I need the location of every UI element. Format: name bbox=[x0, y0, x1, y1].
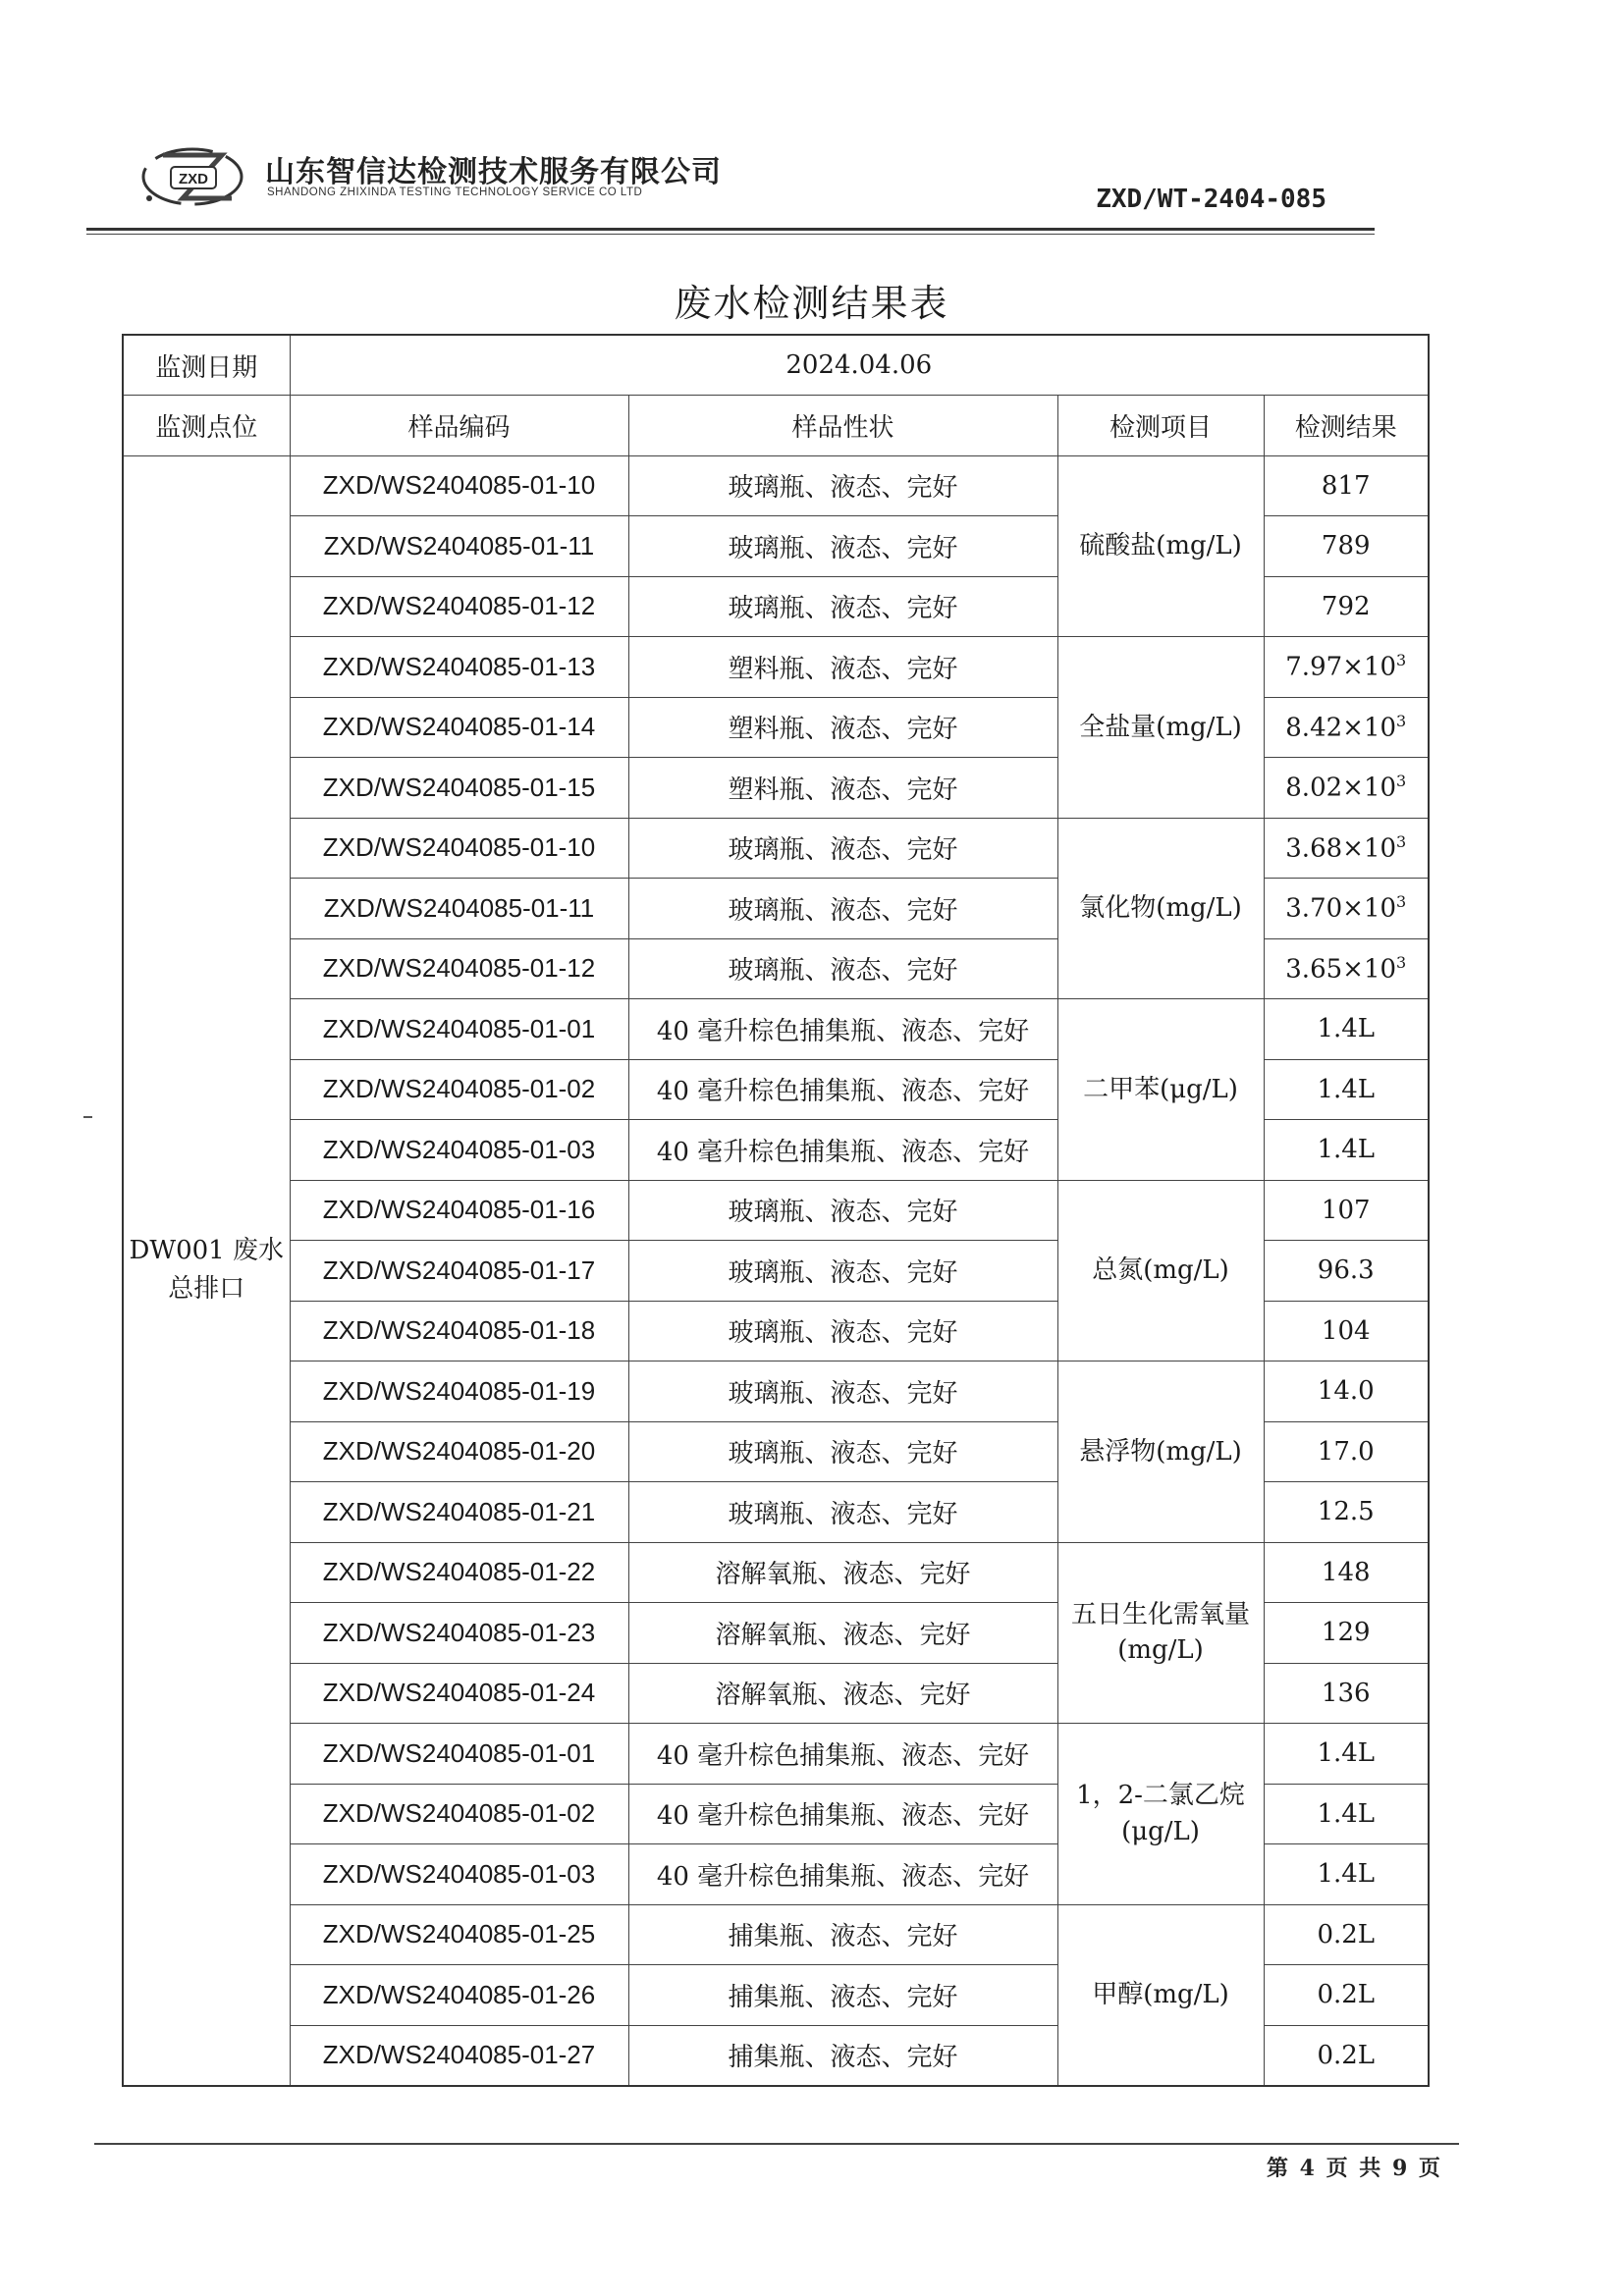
sample-description: 40 毫升棕色捕集瓶、液态、完好 bbox=[628, 1059, 1057, 1120]
test-result bbox=[1264, 1241, 1429, 1302]
table-row bbox=[123, 818, 1429, 879]
result-value: 7.97×10 bbox=[1285, 653, 1397, 683]
column-header: 样品编码 bbox=[290, 396, 628, 456]
sample-code: ZXD/WS2404085-01-03 bbox=[290, 1844, 628, 1905]
test-result bbox=[1264, 1965, 1429, 2026]
result-value: 1.4L bbox=[1317, 1738, 1376, 1769]
sample-description: 溶解氧瓶、液态、完好 bbox=[628, 1663, 1057, 1724]
result-value: 17.0 bbox=[1317, 1436, 1375, 1467]
result-value: 104 bbox=[1321, 1315, 1371, 1346]
sample-code: ZXD/WS2404085-01-24 bbox=[290, 1663, 628, 1724]
sample-code: ZXD/WS2404085-01-01 bbox=[290, 1724, 628, 1785]
test-item-label: 硫酸盐(mg/L) bbox=[1079, 531, 1242, 561]
site-line: 总排口 bbox=[168, 1274, 245, 1304]
result-value: 1.4L bbox=[1317, 1859, 1376, 1890]
result-exponent: 3 bbox=[1396, 772, 1407, 791]
sample-code: ZXD/WS2404085-01-27 bbox=[290, 2025, 628, 2086]
test-item bbox=[1057, 1362, 1264, 1543]
sample-code: ZXD/WS2404085-01-13 bbox=[290, 637, 628, 698]
test-item-label: 二甲苯(μg/L) bbox=[1083, 1074, 1238, 1104]
sample-description: 40 毫升棕色捕集瓶、液态、完好 bbox=[628, 1784, 1057, 1844]
test-item-label: 五日生化需氧量 bbox=[1070, 1599, 1250, 1629]
sample-description: 塑料瓶、液态、完好 bbox=[628, 637, 1057, 698]
result-value: 792 bbox=[1321, 591, 1371, 621]
page-number: 第 4 页 共 9 页 bbox=[1267, 2156, 1442, 2181]
result-value: 12.5 bbox=[1317, 1497, 1375, 1527]
test-result bbox=[1264, 938, 1429, 999]
sample-code: ZXD/WS2404085-01-02 bbox=[290, 1784, 628, 1844]
sample-code: ZXD/WS2404085-01-26 bbox=[290, 1965, 628, 2026]
site-label: 监测点位 bbox=[123, 396, 290, 456]
test-result bbox=[1264, 1603, 1429, 1664]
sample-description: 玻璃瓶、液态、完好 bbox=[628, 1180, 1057, 1241]
test-item bbox=[1057, 637, 1264, 819]
column-header: 检测结果 bbox=[1264, 396, 1429, 456]
sample-code: ZXD/WS2404085-01-23 bbox=[290, 1603, 628, 1664]
monitoring-site bbox=[123, 455, 290, 2086]
sample-description: 玻璃瓶、液态、完好 bbox=[628, 1362, 1057, 1422]
table-row bbox=[123, 455, 1429, 516]
test-result bbox=[1264, 999, 1429, 1060]
sample-code: ZXD/WS2404085-01-02 bbox=[290, 1059, 628, 1120]
test-result bbox=[1264, 1059, 1429, 1120]
result-exponent: 3 bbox=[1396, 831, 1407, 851]
sample-description: 玻璃瓶、液态、完好 bbox=[628, 938, 1057, 999]
test-item bbox=[1057, 1542, 1264, 1724]
sample-description: 40 毫升棕色捕集瓶、液态、完好 bbox=[628, 1120, 1057, 1181]
date-row bbox=[123, 335, 1429, 396]
sample-code: ZXD/WS2404085-01-12 bbox=[290, 938, 628, 999]
sample-code: ZXD/WS2404085-01-12 bbox=[290, 576, 628, 637]
test-result bbox=[1264, 637, 1429, 698]
test-result bbox=[1264, 1482, 1429, 1543]
test-item-label: 1，2-二氯乙烷 bbox=[1076, 1781, 1245, 1811]
result-value: 0.2L bbox=[1317, 1980, 1376, 2010]
margin-mark bbox=[83, 1116, 92, 1118]
table-row bbox=[123, 1724, 1429, 1785]
test-result bbox=[1264, 1724, 1429, 1785]
sample-description: 玻璃瓶、液态、完好 bbox=[628, 818, 1057, 879]
result-value: 3.70×10 bbox=[1285, 894, 1397, 925]
result-value: 1.4L bbox=[1317, 1074, 1376, 1104]
sample-code: ZXD/WS2404085-01-14 bbox=[290, 697, 628, 758]
sample-code: ZXD/WS2404085-01-16 bbox=[290, 1180, 628, 1241]
sample-description: 40 毫升棕色捕集瓶、液态、完好 bbox=[628, 1844, 1057, 1905]
test-result bbox=[1264, 879, 1429, 939]
sample-code: ZXD/WS2404085-01-22 bbox=[290, 1542, 628, 1603]
header-row bbox=[123, 396, 1429, 456]
sample-description: 40 毫升棕色捕集瓶、液态、完好 bbox=[628, 999, 1057, 1060]
test-item bbox=[1057, 818, 1264, 999]
logo-text: ZXD bbox=[179, 171, 208, 187]
result-value: 107 bbox=[1321, 1195, 1371, 1225]
result-exponent: 3 bbox=[1396, 952, 1407, 972]
test-result bbox=[1264, 1301, 1429, 1362]
table-row bbox=[123, 1180, 1429, 1241]
test-result bbox=[1264, 1180, 1429, 1241]
result-value: 789 bbox=[1321, 531, 1371, 561]
sample-description: 溶解氧瓶、液态、完好 bbox=[628, 1603, 1057, 1664]
test-result bbox=[1264, 1663, 1429, 1724]
test-result bbox=[1264, 1362, 1429, 1422]
sample-description: 玻璃瓶、液态、完好 bbox=[628, 516, 1057, 577]
header-rule-thin bbox=[86, 234, 1375, 235]
sample-code: ZXD/WS2404085-01-17 bbox=[290, 1241, 628, 1302]
date-value: 2024.04.06 bbox=[290, 335, 1429, 396]
sample-description: 玻璃瓶、液态、完好 bbox=[628, 455, 1057, 516]
test-result bbox=[1264, 1120, 1429, 1181]
document-title: 废水检测结果表 bbox=[674, 282, 949, 325]
sample-description: 玻璃瓶、液态、完好 bbox=[628, 576, 1057, 637]
page-header bbox=[0, 0, 1623, 255]
results-table bbox=[122, 334, 1430, 2087]
table-row bbox=[123, 1542, 1429, 1603]
test-item bbox=[1057, 1724, 1264, 1905]
result-value: 1.4L bbox=[1317, 1798, 1376, 1829]
sample-code: ZXD/WS2404085-01-11 bbox=[290, 879, 628, 939]
company-name-cn: 山东智信达检测技术服务有限公司 bbox=[265, 155, 722, 189]
test-item bbox=[1057, 455, 1264, 637]
result-value: 0.2L bbox=[1317, 2040, 1376, 2070]
test-item-label: 氯化物(mg/L) bbox=[1079, 893, 1242, 924]
result-value: 817 bbox=[1321, 470, 1371, 501]
test-result bbox=[1264, 1844, 1429, 1905]
sample-code: ZXD/WS2404085-01-19 bbox=[290, 1362, 628, 1422]
sample-description: 捕集瓶、液态、完好 bbox=[628, 2025, 1057, 2086]
sample-code: ZXD/WS2404085-01-10 bbox=[290, 818, 628, 879]
result-value: 1.4L bbox=[1317, 1014, 1376, 1044]
test-result bbox=[1264, 818, 1429, 879]
sample-code: ZXD/WS2404085-01-21 bbox=[290, 1482, 628, 1543]
test-result bbox=[1264, 697, 1429, 758]
result-value: 148 bbox=[1321, 1557, 1371, 1587]
test-item-unit: (mg/L) bbox=[1117, 1635, 1204, 1666]
header-rule bbox=[86, 228, 1375, 231]
sample-description: 塑料瓶、液态、完好 bbox=[628, 697, 1057, 758]
test-item-label: 全盐量(mg/L) bbox=[1079, 712, 1242, 742]
sample-description: 玻璃瓶、液态、完好 bbox=[628, 1301, 1057, 1362]
test-item bbox=[1057, 999, 1264, 1181]
sample-description: 玻璃瓶、液态、完好 bbox=[628, 1421, 1057, 1482]
sample-code: ZXD/WS2404085-01-15 bbox=[290, 758, 628, 819]
test-result bbox=[1264, 1904, 1429, 1965]
sample-description: 溶解氧瓶、液态、完好 bbox=[628, 1542, 1057, 1603]
test-result bbox=[1264, 1784, 1429, 1844]
sample-description: 玻璃瓶、液态、完好 bbox=[628, 1241, 1057, 1302]
test-result bbox=[1264, 576, 1429, 637]
table-row bbox=[123, 999, 1429, 1060]
test-item-label: 总氮(mg/L) bbox=[1092, 1255, 1229, 1286]
test-item-unit: (μg/L) bbox=[1121, 1816, 1200, 1846]
table-row bbox=[123, 1362, 1429, 1422]
result-value: 136 bbox=[1321, 1678, 1371, 1708]
sample-code: ZXD/WS2404085-01-01 bbox=[290, 999, 628, 1060]
sample-description: 塑料瓶、液态、完好 bbox=[628, 758, 1057, 819]
table-row bbox=[123, 1904, 1429, 1965]
sample-description: 玻璃瓶、液态、完好 bbox=[628, 1482, 1057, 1543]
company-logo-icon bbox=[137, 137, 247, 216]
test-item bbox=[1057, 1904, 1264, 2086]
test-result bbox=[1264, 516, 1429, 577]
result-exponent: 3 bbox=[1396, 711, 1407, 730]
result-value: 14.0 bbox=[1317, 1376, 1375, 1407]
sample-code: ZXD/WS2404085-01-25 bbox=[290, 1904, 628, 1965]
result-value: 1.4L bbox=[1317, 1135, 1376, 1165]
test-result bbox=[1264, 758, 1429, 819]
test-item bbox=[1057, 1180, 1264, 1362]
result-exponent: 3 bbox=[1396, 892, 1407, 912]
test-result bbox=[1264, 2025, 1429, 2086]
site-line: DW001 废水 bbox=[129, 1236, 284, 1265]
result-value: 8.42×10 bbox=[1285, 713, 1397, 743]
result-value: 96.3 bbox=[1317, 1255, 1375, 1286]
result-value: 129 bbox=[1321, 1618, 1371, 1648]
sample-code: ZXD/WS2404085-01-03 bbox=[290, 1120, 628, 1181]
sample-description: 40 毫升棕色捕集瓶、液态、完好 bbox=[628, 1724, 1057, 1785]
result-value: 8.02×10 bbox=[1285, 774, 1397, 804]
result-value: 3.65×10 bbox=[1285, 954, 1397, 985]
sample-code: ZXD/WS2404085-01-10 bbox=[290, 455, 628, 516]
test-item-label: 甲醇(mg/L) bbox=[1092, 1979, 1229, 2009]
sample-description: 捕集瓶、液态、完好 bbox=[628, 1904, 1057, 1965]
sample-code: ZXD/WS2404085-01-20 bbox=[290, 1421, 628, 1482]
result-exponent: 3 bbox=[1396, 651, 1407, 670]
date-label: 监测日期 bbox=[123, 335, 290, 396]
report-number: ZXD/WT-2404-085 bbox=[1096, 185, 1326, 214]
sample-code: ZXD/WS2404085-01-11 bbox=[290, 516, 628, 577]
test-result bbox=[1264, 455, 1429, 516]
result-value: 3.68×10 bbox=[1285, 833, 1397, 864]
column-header: 样品性状 bbox=[628, 396, 1057, 456]
sample-code: ZXD/WS2404085-01-18 bbox=[290, 1301, 628, 1362]
test-result bbox=[1264, 1421, 1429, 1482]
company-name-en: SHANDONG ZHIXINDA TESTING TECHNOLOGY SERVICE CO LTD bbox=[267, 187, 643, 198]
footer-rule bbox=[94, 2143, 1459, 2145]
test-result bbox=[1264, 1542, 1429, 1603]
result-value: 0.2L bbox=[1317, 1919, 1376, 1949]
column-header: 检测项目 bbox=[1057, 396, 1264, 456]
sample-description: 捕集瓶、液态、完好 bbox=[628, 1965, 1057, 2026]
table-row bbox=[123, 637, 1429, 698]
sample-description: 玻璃瓶、液态、完好 bbox=[628, 879, 1057, 939]
test-item-label: 悬浮物(mg/L) bbox=[1079, 1436, 1242, 1467]
